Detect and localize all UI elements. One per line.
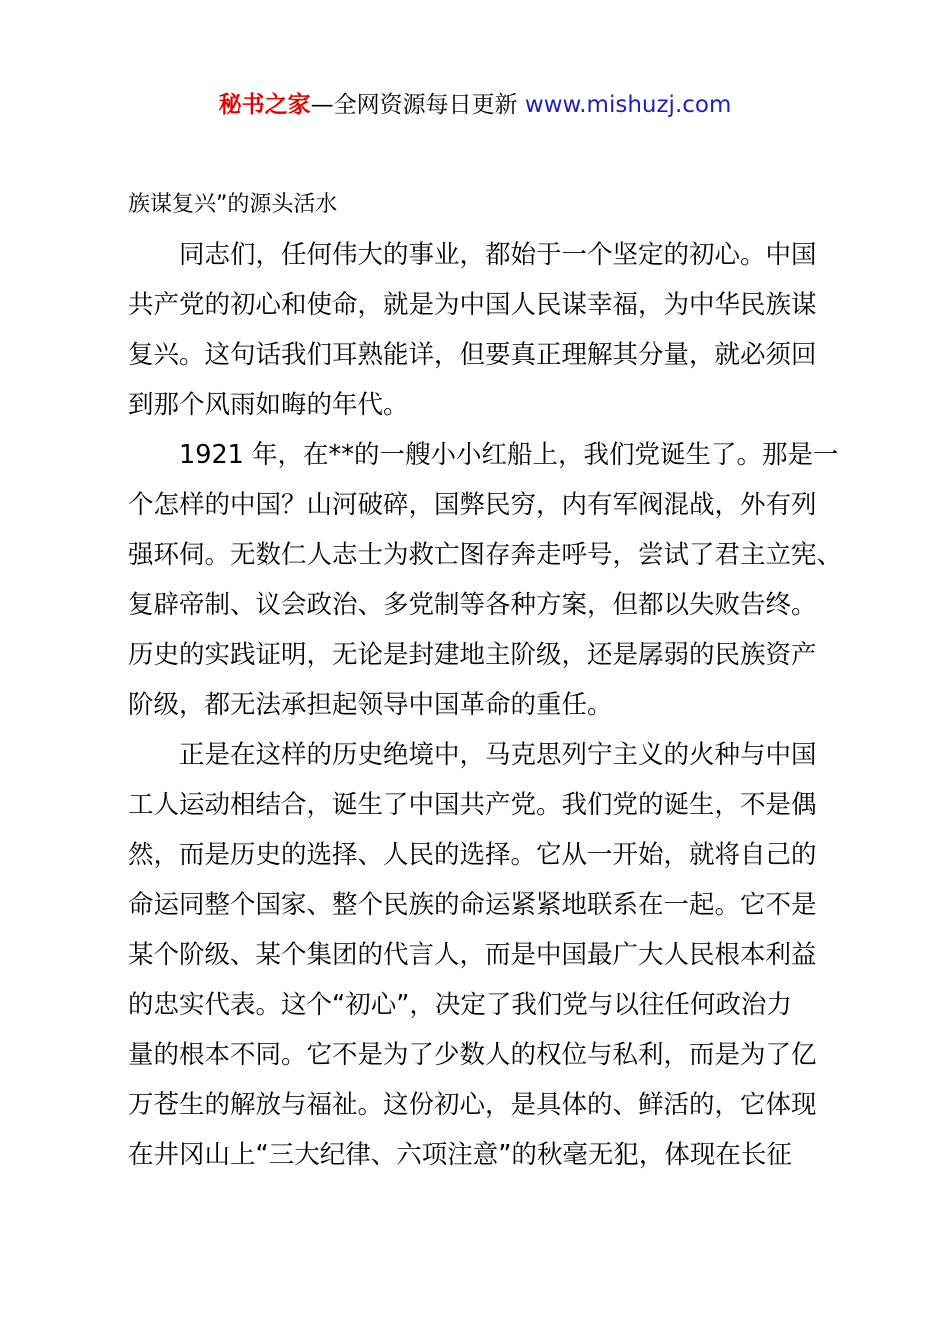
document-body — [128, 180, 843, 1180]
text-line: 历史的实践证明，无论是封建地主阶级，还是孱弱的民族资产 — [128, 640, 817, 670]
site-url-link[interactable]: www.mishuzj.com — [524, 92, 732, 118]
paragraph-start-line: 正是在这样的历史绝境中，马克思列宁主义的火种与中国 — [179, 740, 817, 770]
text-line: 强环伺。无数仁人志士为救亡图存奔走呼号，尝试了君主立宪、 — [128, 540, 843, 570]
site-tagline: —全网资源每日更新 — [310, 92, 525, 118]
text-line: 某个阶级、某个集团的代言人，而是中国最广大人民根本利益 — [128, 940, 817, 970]
site-header — [0, 88, 950, 122]
text-line: 的忠实代表。这个“初心”，决定了我们党与以往任何政治力 — [128, 990, 792, 1020]
text-line: 然，而是历史的选择、人民的选择。它从一开始，就将自己的 — [128, 840, 817, 870]
text-line: 万苍生的解放与福祉。这份初心，是具体的、鲜活的，它体现 — [128, 1090, 817, 1120]
text-line: 命运同整个国家、整个民族的命运紧紧地联系在一起。它不是 — [128, 890, 817, 920]
text-line: 族谋复兴”的源头活水 — [128, 192, 338, 217]
text-line: 共产党的初心和使命，就是为中国人民谋幸福，为中华民族谋 — [128, 290, 817, 320]
text-line: 到那个风雨如晦的年代。 — [128, 390, 409, 420]
paragraph-start-line: 1921 年，在**的一艘小小红船上，我们党诞生了。那是一 — [179, 440, 839, 470]
text-line: 在井冈山上“三大纪律、六项注意”的秋毫无犯，体现在长征 — [128, 1140, 792, 1170]
site-brand: 秘书之家 — [218, 92, 311, 118]
paragraph-start-line: 同志们，任何伟大的事业，都始于一个坚定的初心。中国 — [179, 240, 817, 270]
text-line: 工人运动相结合，诞生了中国共产党。我们党的诞生，不是偶 — [128, 790, 817, 820]
text-line: 复辟帝制、议会政治、多党制等各种方案，但都以失败告终。 — [128, 590, 817, 620]
text-line: 个怎样的中国？山河破碎，国弊民穷，内有军阀混战，外有列 — [128, 490, 817, 520]
text-line: 量的根本不同。它不是为了少数人的权位与私利，而是为了亿 — [128, 1040, 817, 1070]
text-line: 复兴。这句话我们耳熟能详，但要真正理解其分量，就必须回 — [128, 340, 817, 370]
text-line: 阶级，都无法承担起领导中国革命的重任。 — [128, 690, 613, 720]
